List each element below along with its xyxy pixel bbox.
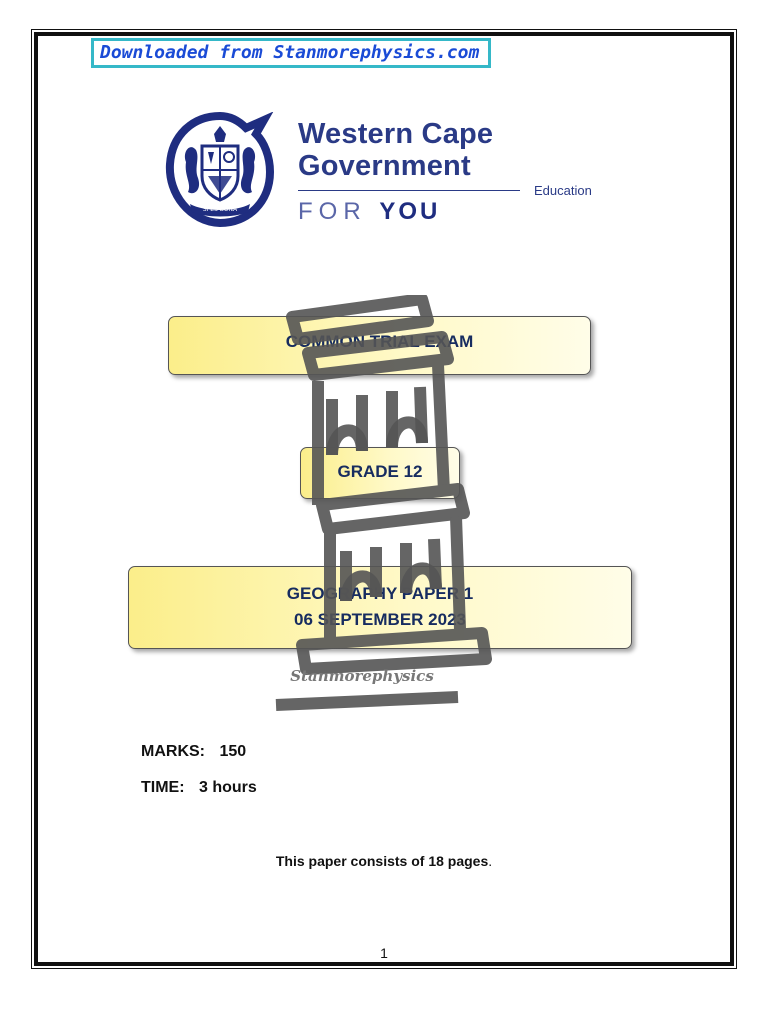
logo-department: Education bbox=[534, 183, 592, 198]
marks-label: MARKS: bbox=[141, 743, 205, 760]
exam-date: 06 SEPTEMBER 2023 bbox=[294, 610, 466, 629]
marks-line bbox=[141, 743, 246, 761]
watermark-text: Stanmorephysics bbox=[290, 667, 434, 685]
logo-divider bbox=[298, 190, 520, 191]
logo-title-line1: Western Cape bbox=[298, 118, 494, 150]
logo-tagline-part1: FOR bbox=[298, 198, 380, 225]
page-number: 1 bbox=[380, 945, 388, 961]
government-logo bbox=[164, 112, 614, 227]
download-banner-text: Downloaded from Stanmorephysics.com bbox=[100, 42, 480, 63]
pages-note bbox=[0, 853, 768, 869]
grade-label: GRADE 12 bbox=[337, 462, 423, 481]
time-label: TIME: bbox=[141, 779, 185, 796]
seal-motto: SPES BONA bbox=[202, 206, 238, 213]
logo-tagline bbox=[298, 198, 440, 226]
pages-note-text: This paper consists of 18 pages bbox=[275, 853, 489, 869]
pages-note-end: . bbox=[488, 853, 493, 869]
exam-type-box bbox=[168, 316, 591, 375]
time-line bbox=[141, 779, 257, 797]
exam-type: COMMON TRIAL EXAM bbox=[285, 332, 474, 351]
subject-box bbox=[128, 566, 632, 649]
subject-title: GEOGRAPHY PAPER 1 bbox=[286, 584, 474, 603]
download-banner bbox=[91, 38, 491, 68]
coat-of-arms-icon bbox=[164, 112, 276, 227]
logo-title-line2: Government bbox=[298, 150, 471, 182]
time-value: 3 hours bbox=[199, 779, 257, 796]
marks-value: 150 bbox=[219, 743, 247, 760]
logo-tagline-part2: YOU bbox=[379, 198, 441, 225]
grade-box bbox=[300, 447, 460, 499]
